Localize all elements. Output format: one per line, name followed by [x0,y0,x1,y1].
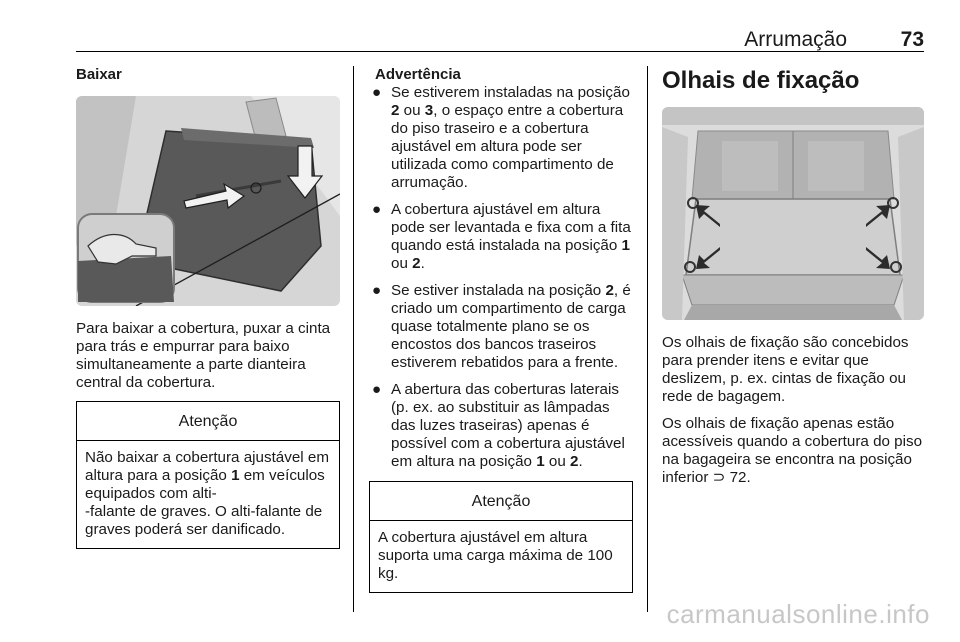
item-2-part-3: . [420,255,425,272]
tie-down-description: Os olhais de fixação são concebidos para prender itens e evitar que deslizem, p. ex. cintas de fixação ou rede de bagagem. [662,334,909,405]
watermark: carmanualsonline.info [666,599,930,629]
item-3-part-2: , é criado um compartimento de carga quase totalmente plano se os encostos dos bancos traseiros estiverem rebatidos para a frente. [391,282,631,371]
section-heading-tie-down: Olhais de fixação [662,67,860,94]
item-2-part-1: A cobertura ajustável em altura pode ser levantada e fixa com a fita quando está instalada na posição [391,201,631,254]
item-1-part-3: , o espaço entre a cobertura do piso traseiro e a cobertura ajustável em altura pode ser utilizada como compartimento de arrumação. [391,102,624,191]
subheading-lower: Baixar [76,66,122,83]
access-note-text: Os olhais de fixação apenas estão acessíveis quando a cobertura do piso na bagageira se encontra na posição inferior [662,415,923,486]
page-reference-number[interactable]: 72. [725,469,751,486]
subheading-warning: Advertência [375,66,461,83]
item-2-number-1: 1 [621,237,630,254]
item-2-part-2: ou [391,255,413,272]
column-2 [369,66,633,593]
cargo-cover-lowering-figure [76,96,340,306]
item-4-part-2: ou [544,453,571,470]
bullet-icon: ● [372,84,382,101]
notice-1-position-number: 1 [231,467,240,484]
column-1 [76,66,340,549]
tie-down-access-note [662,415,924,487]
lower-instructions: Para baixar a cobertura, puxar a cinta para trás e empurrar para baixo simultaneamente a parte dianteira central da cobertura. [76,320,331,391]
bullet-icon: ● [372,381,382,398]
page-number: 73 [900,28,924,51]
notice-title-2: Atenção [370,482,632,521]
item-1-part-1: Se estiverem instaladas na posição [391,84,630,101]
section-title: Arrumação [744,28,847,51]
item-3-number-1: 2 [605,282,614,299]
column-divider-2 [647,66,648,612]
cargo-tie-down-eyes-illustration-icon [662,107,924,320]
notice-1-part-1: Não baixar a cobertura ajustável em altura para a posição [85,449,329,484]
item-3-part-1: Se estiver instalada na posição [391,282,606,299]
list-item [369,381,633,471]
header-divider [76,51,924,52]
column-3 [662,66,924,496]
notice-text-1 [77,441,339,548]
notice-1-part-2: em veículos equipados com alti- -falante de graves. O alti-falante de graves poderá ser danificado. [85,467,325,538]
notice-title-1: Atenção [77,402,339,441]
warning-list [369,84,633,471]
cargo-cover-lowering-illustration-icon [76,96,340,306]
tie-down-eyes-figure [662,107,924,320]
item-2-number-2: 2 [412,255,421,272]
item-1-number-1: 2 [391,102,400,119]
item-1-number-2: 3 [424,102,434,119]
notice-box-2 [369,481,633,593]
item-1-part-2: ou [399,102,425,119]
list-item [369,84,633,192]
page-reference-arrow-icon[interactable]: ⊃ [712,469,726,486]
item-4-number-2: 2 [570,453,579,470]
item-4-part-3: . [578,453,583,470]
bullet-icon: ● [372,201,382,218]
item-4-part-1: A abertura das coberturas laterais (p. ex. ao substituir as lâmpadas das luzes traseiras) apenas é possível com a cobertura ajustável em altura na posição [391,381,625,470]
list-item [369,201,633,273]
item-4-number-1: 1 [536,453,545,470]
column-divider-1 [353,66,354,612]
list-item [369,282,633,372]
notice-text-2: A cobertura ajustável em altura suporta uma carga máxima de 100 kg. [378,529,613,582]
bullet-icon: ● [372,282,382,299]
notice-box-1 [76,401,340,549]
